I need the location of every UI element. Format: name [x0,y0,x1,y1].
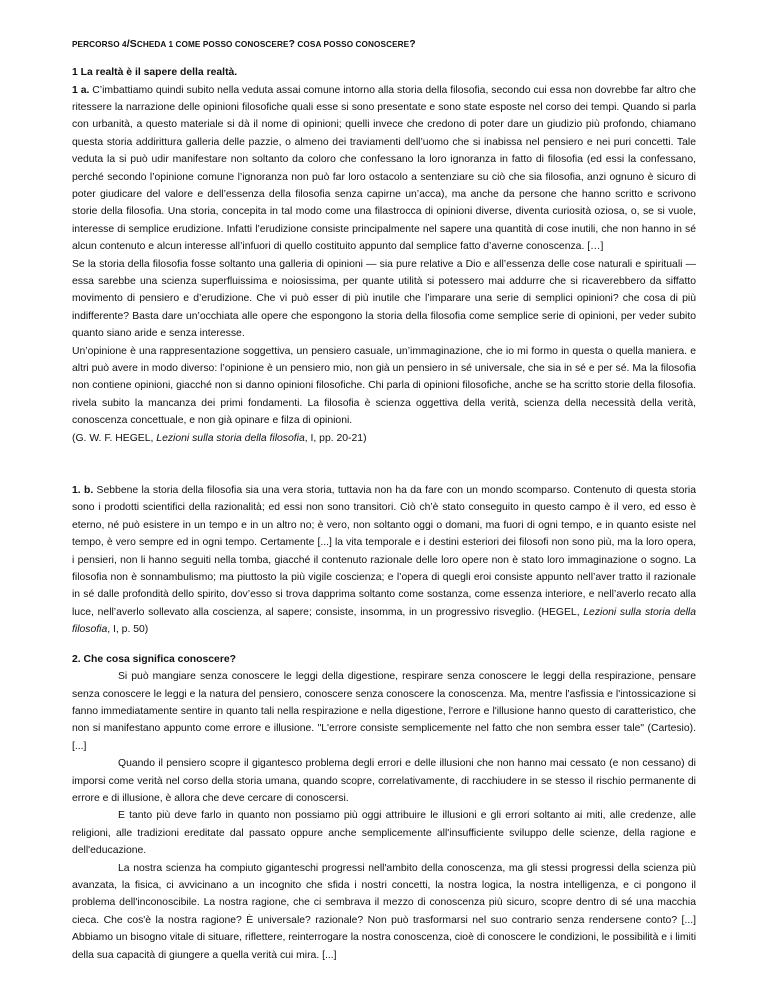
paragraph-1a-text: C’imbattiamo quindi subito nella veduta assai comune intorno alla storia della filosofia, secondo cui essa non dovrebbe far altro che ritessere la narrazione delle opinioni filosofiche quali esse si sono presentate e sono state esposte nel corso dei tempi. Quando si parla con urbanità, a questo materiale si dà il nome di opinioni; quelli invece che credono di poter dare un giudizio più profondo, chiamano questa storia addirittura galleria delle pazzie, o almeno dei traviamenti dell’uomo che si inabissa nel pensiero e nei puri concetti. Tale veduta la si può udir manifestare non soltanto da coloro che confessano la loro ignoranza in fatto di filosofia (ed essi la confessano, perché secondo l’opinione comune l’ignoranza non può far loro ostacolo a sentenziare su ciò che sia filosofia, anzi ognuno è sicuro di poter giudicare del valore e dell’essenza della filosofia senza capirne un’acca), ma anche da persone che hanno scritto e scrivono storie della filosofia. Una storia, concepita in tal modo come una filastrocca di opinioni diverse, diventa curiosità oziosa, o, se si vuole, interesse di semplice erudizione. Infatti l’erudizione consiste principalmente nel sapere una quantità di cose inutili, che non hanno in sé alcun contenuto e alcun interesse all’infuori di quello costituito appunto dal semplice fatto d’averne conoscenza. […] [72,84,696,253]
page-header [72,38,696,50]
section-2-title: 2. Che cosa significa conoscere? [72,653,237,665]
paragraph-1b-text: Sebbene la storia della filosofia sia una vera storia, tuttavia non ha da fare con un mondo scomparso. Contenuto di questa storia sono i prodotti scientifici della razionalità; ed essi non sono transitori. Ciò ch’è stato conseguito in questo campo è il vero, ed esso è eterno, né può esistere in un tempo e in un altro no; è vero, non soltanto oggi o domani, ma fuori di ogni tempo, e in quanto esiste nel tempo, è vero sempre ed in ogni tempo. Certamente [...] la vita temporale e i destini esteriori dei filosofi non sono più, ma la loro opera, i pensieri, non li hanno seguiti nella tomba, giacché il contenuto razionale delle loro opere non è stato loro immaginazione o sogno. La filosofia non è sonnambulismo; ma piuttosto la più vigile coscienza; e l’opera di quegli eroi consiste appunto nell’aver tratto il razionale in sé dalle profondità dello spirito, dov’esso si trova dapprima soltanto come sostanza, come essenza interiore, e nell’averlo recato alla luce, nell’averlo sollevato alla coscienza, al sapere; consiste, insomma, in un progressivo risveglio. (HEGEL, [72,485,696,618]
section-1-title: 1 La realtà è il sapere della realtà. [72,67,238,78]
paragraph-2-4: La nostra scienza ha compiuto giganteschi progressi nell'ambito della conoscenza, ma gli stessi progressi della scienza più avanzata, la fisica, ci avvicinano a un incognito che sfida i nostri concetti, la nostra logica, la nostra intelligenza, e ci pongono il problema dell'inconoscibile. La nostra ragione, che ci sembrava il mezzo di conoscenza più sicuro, scopre dentro di sé una macchia cieca. Che cos'è la nostra ragione? È universale? razionale? Non può trasformarsi nel suo contrario senza rendersene conto? [...] Abbiamo un bisogno vitale di situare, riflettere, reinterrogare la nostra conoscenza, cioè di conoscere le condizioni, le possibilità e i limiti della sua capacità di giungere a quella verità cui mira. [...] [72,862,696,961]
header-scheda: CHEDA 1 COME POSSO CONOSCERE [136,40,289,49]
header-rest: COSA POSSO CONOSCERE [295,40,410,49]
citation-1b-pages: , I, p. 50) [107,624,149,636]
label-1b: 1. b. [72,485,94,497]
label-1a: 1 a. [72,84,90,96]
paragraph-1b [72,482,696,639]
paragraph-1a-3: Un’opinione è una rappresentazione soggettiva, un pensiero casuale, un’immaginazione, che io mi formo in questa o quella maniera. e altri può avere in modo diverso: l’opinione è un pensiero mio, non già un pensiero in sé universale, che sia in sé e per sé. Ma la filosofia non contiene opinioni, giacché non si danno opinioni filosofiche. Chi parla di opinioni filosofiche, anche se ha scritto storie della filosofia. rivela subito la mancanza dei primi fondamenti. La filosofia è scienza oggettiva della verità, scienza della necessità della verità, conoscenza concettuale, e non già opinare e filza di opinioni. [72,345,696,427]
header-question-mark: ? [288,38,296,50]
citation-1b-title: Lezioni sulla storia della filosofia [72,606,696,636]
paragraph-2-2: Quando il pensiero scopre il gigantesco problema degli errori e delle illusioni che non hanno mai cessato (e non cessano) di imporsi come verità nel corso della storia umana, quando scopre, correlativamente, di racchiudere in se stesso il rischio permanente di errore e di illusione, è allora che deve cercare di conoscersi. [72,758,696,805]
paragraph-2-3: E tanto più deve farlo in quanto non possiamo più oggi attribuire le illusioni e gli errori soltanto ai miti, alle credenze, alle religioni, alle tradizioni ereditate dal passato oppure anche semplicemente all'insufficiente sviluppo delle scienze, della ragione e dell'educazione. [72,810,696,857]
citation-1a [72,430,696,447]
paragraph-1a-2: Se la storia della filosofia fosse soltanto una galleria di opinioni — sia pure relative a Dio e all’essenza delle cose naturali e spirituali — essa sarebbe una scienza superfluissima e noiosissima, per quante utilità si potessero mai addurre che si ricaverebbero da siffatto movimento di pensiero e d’erudizione. Che vi può esser di più inutile che l’imparare una serie di semplici opinioni? che cosa di più indifferente? Basta dare un’occhiata alle opere che espongono la storia della filosofia come semplice serie di opinioni, per veder subito quanto siano aride e senza interesse. [72,258,696,340]
document-page [72,0,696,964]
citation-1a-title: Lezioni sulla storia della filosofia [156,432,305,444]
spacer [72,447,696,482]
section-2 [72,651,696,964]
paragraph-1a [72,82,696,256]
citation-1a-pages: , I, pp. 20-21) [304,432,367,444]
citation-1a-author: (G. W. F. HEGEL, [72,432,157,444]
section-1 [72,64,696,639]
header-question-mark-end: ? [409,38,416,50]
header-percorso: PERCORSO 4 [72,40,127,49]
paragraph-2-1: Si può mangiare senza conoscere le leggi della digestione, respirare senza conoscere le leggi della respirazione, pensare senza conoscere le leggi e la natura del pensiero, conoscere senza conoscere la conoscenza. Ma, mentre l'asfissia e l'intossicazione si fanno immediatamente sentire in quanto tali nella respirazione e nella digestione, l'errore e l'illusione hanno questo di caratteristico, che non si manifestano appunto come errore e illusione. "L'errore consiste semplicemente nel fatto che non sembra esser tale" (Cartesio). [...] [72,671,696,752]
header-slash: /S [126,38,137,50]
